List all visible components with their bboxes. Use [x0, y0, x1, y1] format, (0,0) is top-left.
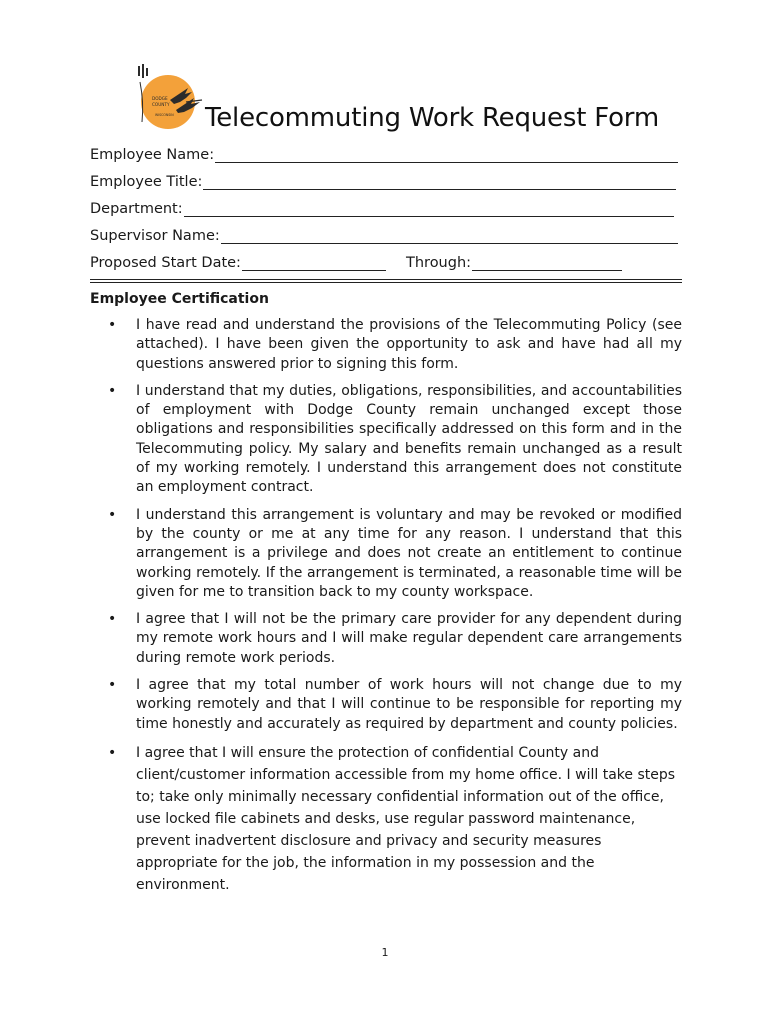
employee-title-label: Employee Title:: [90, 174, 203, 190]
employee-certification-heading: Employee Certification: [90, 291, 269, 307]
list-item: [108, 316, 682, 374]
page-number: 1: [381, 946, 389, 959]
list-item: [108, 610, 682, 668]
list-item: [108, 506, 682, 602]
list-item: [108, 742, 682, 896]
department-field[interactable]: [90, 197, 674, 217]
section-divider-double: [90, 282, 682, 283]
proposed-start-date-label: Proposed Start Date:: [90, 255, 241, 271]
svg-text:COUNTY: COUNTY: [152, 102, 170, 107]
certification-list: [108, 316, 682, 904]
svg-text:WISCONSIN: WISCONSIN: [155, 113, 174, 117]
employee-name-line[interactable]: [215, 147, 678, 163]
bullet-icon: •: [108, 506, 117, 523]
list-item-text: I have read and understand the provisions of the Telecommuting Policy (see attached). I have been given the opportunity to ask and have had all my questions answered prior to signing this form.: [136, 317, 682, 372]
section-divider: [90, 279, 682, 280]
svg-text:DODGE: DODGE: [152, 96, 168, 101]
page-title: Telecommuting Work Request Form: [205, 103, 659, 133]
department-line[interactable]: [184, 201, 674, 217]
employee-title-line[interactable]: [203, 174, 676, 190]
proposed-start-date-line[interactable]: [242, 255, 386, 271]
dodge-county-logo: [130, 62, 210, 134]
bullet-icon: •: [108, 382, 117, 399]
supervisor-name-field[interactable]: [90, 224, 678, 244]
bullet-icon: •: [108, 611, 117, 628]
list-item-text: I agree that I will ensure the protection of confidential County and client/customer information accessible from my home office. I will take steps to; take only minimally necessary confidential information out of the office, use locked file cabinets and desks, use regular password maintenance, prevent inadvertent disclosure and privacy and security measures appropriate for the job, the information in my possession and the environment.: [136, 744, 676, 893]
list-item: [108, 676, 682, 734]
list-item: [108, 382, 682, 498]
list-item-text: I agree that I will not be the primary care provider for any dependent during my remote work hours and I will make regular dependent care arrangements during remote work periods.: [136, 611, 682, 666]
list-item-text: I understand this arrangement is voluntary and may be revoked or modified by the county or me at any time for any reason. I understand that this arrangement is a privilege and does not create an entitlement to continue working remotely. If the arrangement is terminated, a reasonable time will be given for me to transition back to my county workspace.: [136, 506, 682, 600]
bullet-icon: •: [108, 744, 117, 761]
through-date-field[interactable]: [406, 251, 622, 271]
through-line[interactable]: [472, 255, 622, 271]
supervisor-name-label: Supervisor Name:: [90, 228, 220, 244]
employee-name-field[interactable]: [90, 143, 678, 163]
employee-name-label: Employee Name:: [90, 147, 215, 163]
bullet-icon: •: [108, 677, 117, 694]
supervisor-name-line[interactable]: [221, 228, 678, 244]
list-item-text: I agree that my total number of work hours will not change due to my working remotely and that I will continue to be responsible for reporting my time honestly and accurately as required by department and county policies.: [136, 677, 682, 732]
department-label: Department:: [90, 201, 183, 217]
through-label: Through:: [406, 255, 472, 271]
list-item-text: I understand that my duties, obligations, responsibilities, and accountabilities of employment with Dodge County remain unchanged except those obligations and responsibilities specifically addressed on this form and in the Telecommuting policy. My salary and benefits remain unchanged as a result of my working remotely. I understand this arrangement does not constitute an employment contract.: [136, 382, 682, 496]
proposed-start-date-field[interactable]: [90, 251, 386, 271]
bullet-icon: •: [108, 317, 117, 333]
employee-title-field[interactable]: [90, 170, 676, 190]
